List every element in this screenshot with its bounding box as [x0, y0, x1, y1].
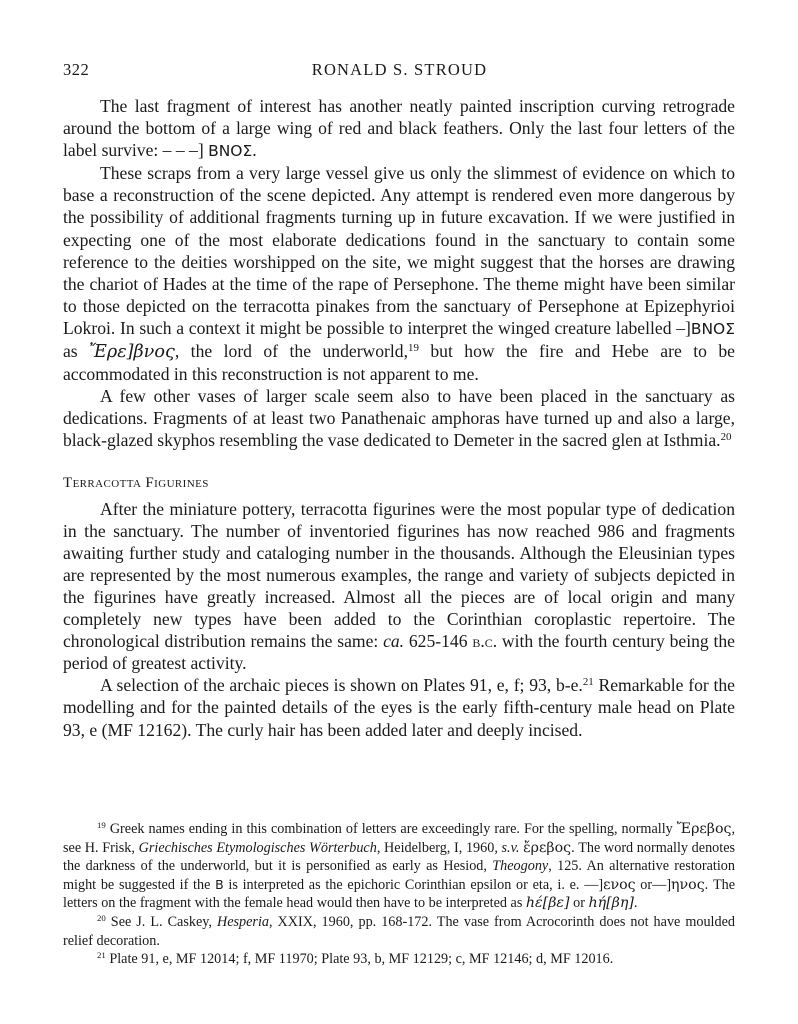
paragraph: A selection of the archaic pieces is shown on Plates 91, e, f; 93, b-e.$^{21}$ Remarkable for the modelling and for the painted details of the eyes is the early fifth-century male head on Plate 93, e (MF 12162). The curly hair has been added later and deeply incised.	[63, 675, 735, 740]
page-number: 322	[63, 60, 90, 79]
paragraph: These scraps from a very large vessel give us only the slimmest of evidence on which to base a reconstruction of the scene depicted. Any attempt is rendered even more dangerous by the possibility of additional fragments turning up in future excavation. If we were justified in expecting one of the most elaborate dedications found in the sanctuary to contain some reference to the deities worshipped on the site, we might suggest that the horses are drawing the chariot of Hades at the time of the rape of Persephone. The theme might have been similar to those depicted on the terracotta pinakes from the sanctuary of Persephone at Epizephyrioi Lokroi. In such a context it might be possible to interpret the winged creature labelled –]ΒΝΟΣ as Ἔρε]βνος, the lord of the underworld,$^{19}$ but how the fire and Hebe are to be accommodated in this reconstruction is not apparent to me.	[63, 163, 735, 385]
inscription-label: ΒΝΟΣ	[690, 319, 735, 338]
greek-word: Ἔρε]βνος	[89, 342, 175, 363]
running-head-author: RONALD S. STROUD	[311, 60, 488, 79]
footnote: $^{19}$ Greek names ending in this combination of letters are exceedingly rare. For the spelling, normally Ἔρεβος, see H. Frisk, Griechisches Etymologisches Wörterbuch, Heidelberg, I, 1960, s.v. ἔρεβος. The word normally denotes the darkness of the underworld, but it is personified as early as Hesiod, Theogony, 125. An alternative restoration might be suggested if the B is interpreted as the epichoric Corinthian epsilon or eta, i. e. —]ενος or—]ηνος. The letters on the fragment with the female head would then have to be interpreted as hέ[βε] or hή[βη].	[63, 820, 736, 912]
section-heading: Terracotta Figurines	[63, 474, 209, 491]
footnote: $^{20}$ See J. L. Caskey, Hesperia, XXIX, 1960, pp. 168-172. The vase from Acrocorinth does not have moulded relief decoration.	[63, 913, 735, 949]
paragraph: The last fragment of interest has another neatly painted inscription curving retrograde around the bottom of a large wing of red and black feathers. Only the last four letters of the label survive: – – –] ΒΝΟΣ.	[63, 96, 735, 161]
footnote-ref[interactable]: 20	[720, 431, 732, 444]
footnote-number: 19	[97, 820, 106, 831]
running-head	[63, 60, 736, 84]
footnote: $^{21}$ Plate 91, e, MF 12014; f, MF 11970; Plate 93, b, MF 12129; c, MF 12146; d, MF 12016.	[97, 950, 614, 968]
paragraph: A few other vases of larger scale seem also to have been placed in the sanctuary as dedications. Fragments of at least two Panathenaic amphoras have turned up and also a large, black-glazed skyphos resembling the vase dedicated to Demeter in the sacred glen at Isthmia.$^{20}$	[63, 386, 735, 451]
footnote-ref[interactable]: 21	[582, 676, 594, 689]
paragraph: After the miniature pottery, terracotta figurines were the most popular type of dedication in the sanctuary. The number of inventoried figurines has now reached 986 and fragments awaiting further study and cataloging number in the thousands. Although the Eleusinian types are represented by the most numerous examples, the range and variety of subjects depicted in the figurines have greatly increased. Almost all the pieces are of local origin and many completely new types have been added to the Corinthian coroplastic repertoire. The chronological distribution remains the same: ca. 625-146 b.c. with the fourth century being the period of greatest activity.	[63, 498, 735, 674]
footnote-number: 21	[97, 950, 106, 961]
body-text	[63, 95, 735, 741]
footnote-number: 20	[97, 913, 106, 924]
inscription-label: ΒΝΟΣ	[208, 142, 253, 161]
footnote-ref[interactable]: 19	[408, 342, 419, 355]
footnotes	[63, 820, 735, 969]
